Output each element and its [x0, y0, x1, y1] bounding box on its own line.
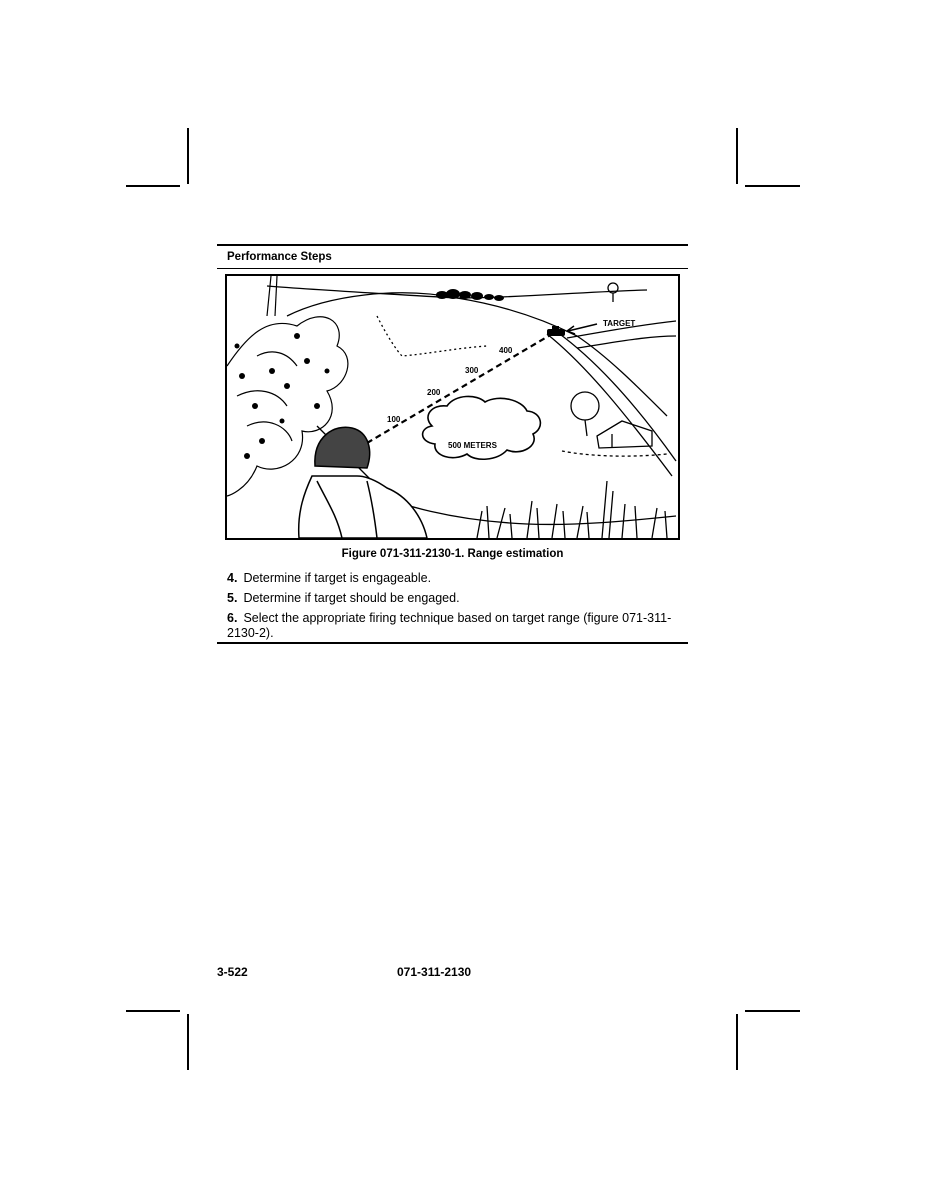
header-rule-top	[217, 244, 688, 246]
figure-caption: Figure 071-311-2130-1. Range estimation	[341, 548, 564, 560]
task-code: 071-311-2130	[397, 965, 472, 979]
header-rule-bottom	[217, 268, 688, 269]
step-text: Determine if target is engageable.	[243, 571, 432, 585]
crop-mark	[187, 128, 189, 184]
step-text: Select the appropriate firing technique based on target range (figure 071-311-2130-2).	[227, 611, 672, 640]
crop-mark	[745, 1010, 800, 1012]
range-mark-200: 200	[427, 388, 441, 397]
crop-mark	[187, 1014, 189, 1070]
step-item	[227, 611, 677, 641]
crop-mark	[126, 1010, 180, 1012]
crop-mark	[126, 185, 180, 187]
range-mark-100: 100	[387, 415, 401, 424]
step-number: 4.	[227, 571, 238, 585]
step-number: 6.	[227, 611, 238, 625]
target-label: TARGET	[603, 319, 636, 328]
crop-mark	[736, 128, 738, 184]
crop-mark	[736, 1014, 738, 1070]
page-number: 3-522	[217, 965, 248, 979]
step-item	[227, 591, 677, 606]
crop-mark	[745, 185, 800, 187]
range-estimation-illustration	[227, 276, 678, 538]
step-text: Determine if target should be engaged.	[243, 591, 460, 605]
section-end-rule	[217, 642, 688, 644]
performance-steps-list	[227, 571, 677, 646]
range-estimation-figure	[225, 274, 680, 540]
step-number: 5.	[227, 591, 238, 605]
distance-callout-label: 500 METERS	[448, 441, 497, 450]
section-title: Performance Steps	[227, 251, 332, 263]
range-mark-300: 300	[465, 366, 479, 375]
step-item	[227, 571, 677, 586]
range-mark-400: 400	[499, 346, 513, 355]
